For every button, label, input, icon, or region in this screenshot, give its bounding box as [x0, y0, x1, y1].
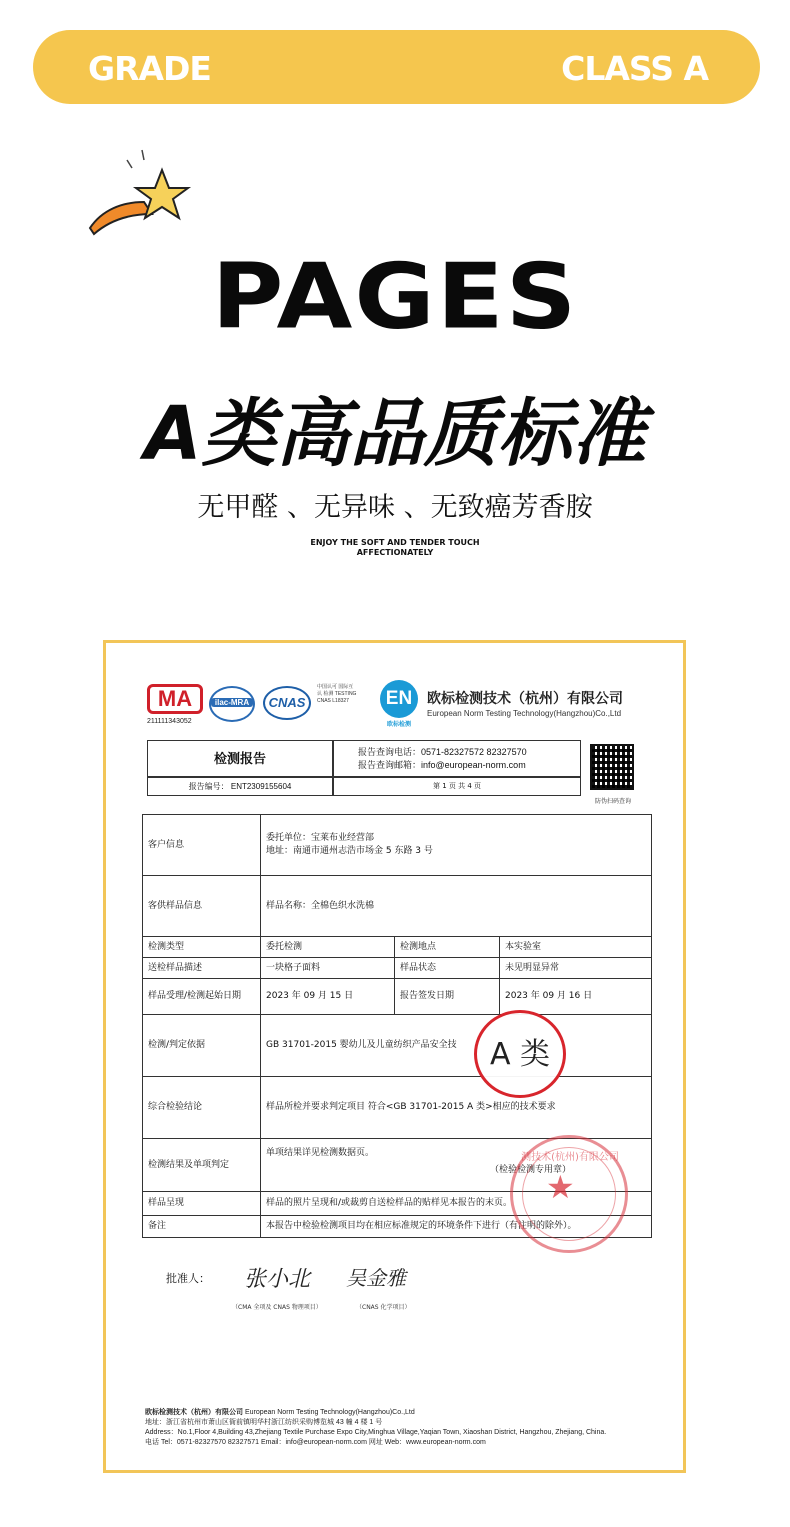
- place-value: 本实验室: [499, 937, 651, 957]
- en-logo-icon: EN: [380, 680, 418, 718]
- cnas-note: 中国认可 国际互认 检测 TESTING CNAS L18327: [317, 684, 357, 704]
- date-label: 样品受理/检测起始日期: [148, 991, 242, 1001]
- footer-company-cn: 欧标检测技术（杭州）有限公司: [145, 1409, 243, 1416]
- approver-label: 批准人：: [166, 1272, 210, 1285]
- query-email: 报告查询邮箱：info@european-norm.com: [358, 760, 526, 770]
- report-contact: [333, 740, 581, 777]
- state-value: 未见明显异常: [499, 958, 651, 978]
- page-info: 第 1 页 共 4 页: [333, 777, 581, 796]
- issue-label: 报告签发日期: [394, 979, 499, 1014]
- state-label: 样品状态: [394, 958, 499, 978]
- class-a-stamp: A 类: [474, 1010, 566, 1098]
- tagline-line-2: AFFECTIONATELY: [356, 548, 434, 557]
- feature-subtitle: 无甲醛 、无异味 、无致癌芳香胺: [197, 492, 593, 523]
- signature-2-note: （CNAS 化学项目）: [356, 1304, 411, 1311]
- footer-address-cn: 地址：浙江省杭州市萧山区衙前镇明华村浙江纺织采购博览城 43 幢 4 楼 1 号: [145, 1419, 383, 1426]
- cert-logos: [147, 680, 647, 730]
- table-row: [143, 936, 651, 957]
- table-row: [143, 978, 651, 1014]
- sample-value: 样品名称：全棉色织水洗棉: [260, 876, 651, 936]
- type-value: 委托检测: [260, 937, 394, 957]
- report-number: 报告编号： ENT2309155604: [147, 777, 333, 796]
- remark-label: 备注: [148, 1221, 167, 1231]
- pages-title: PAGES: [211, 244, 579, 350]
- seal-text: 测技术(杭州)有限公司: [521, 1152, 619, 1163]
- table-row: [143, 1076, 651, 1138]
- cma-logo-icon: MA: [147, 684, 203, 714]
- table-row: [143, 815, 651, 875]
- conclusion-value: 样品所检并要求判定项目 符合<GB 31701-2015 A 类>相应的技术要求: [260, 1077, 651, 1138]
- basis-value: GB 31701-2015 婴幼儿及儿童纺织产品安全技: [260, 1015, 651, 1076]
- appear-label: 样品呈现: [148, 1198, 185, 1208]
- footer-contact: 电话 Tel：0571-82327570 82327571 Email：info@european-norm.com 网址 Web：www.european-norm.com: [145, 1439, 486, 1446]
- desc-label: 送检样品描述: [148, 962, 203, 973]
- cert-footer: [145, 1408, 645, 1448]
- client-line-2: 地址：南通市通州志浩市场金 5 东路 3 号: [266, 846, 433, 856]
- appear-value: 样品的照片呈现和/或裁剪自送检样品的贴样见本报告的末页。: [260, 1192, 651, 1215]
- ilac-label: ilac-MRA: [211, 698, 253, 707]
- report-header: [147, 740, 581, 796]
- signature-2: 吴金雅: [346, 1266, 406, 1290]
- remark-value: 本报告中检验检测项目均在相应标准规定的环境条件下进行（有注明的除外）。: [260, 1216, 651, 1237]
- result-seal-note: （检验检测专用章）: [489, 1165, 571, 1175]
- class-label: CLASS A: [561, 49, 708, 88]
- client-line-1: 委托单位：宝莱布业经营部: [266, 833, 375, 843]
- basis-label: 检测/判定依据: [148, 1040, 206, 1050]
- result-label: 检测结果及单项判定: [148, 1159, 230, 1170]
- footer-company-en: European Norm Testing Technology(Hangzhou)Co.,Ltd: [244, 1409, 415, 1416]
- sample-label: 客供样品信息: [148, 900, 203, 911]
- shooting-star-icon: [82, 140, 192, 240]
- table-row: [143, 875, 651, 936]
- cnas-label: CNAS: [268, 695, 306, 710]
- company-name-cn: 欧标检测技术（杭州）有限公司: [427, 691, 623, 707]
- class-a-title: A类高品质标准: [144, 391, 646, 477]
- signature-1-note: （CMA 全项及 CNAS 物理项目）: [232, 1304, 322, 1311]
- signature-1: 张小北: [244, 1267, 311, 1292]
- table-row: [143, 1014, 651, 1076]
- issue-value: 2023 年 09 月 16 日: [499, 979, 651, 1014]
- result-line: 单项结果详见检测数据页。: [266, 1148, 375, 1158]
- place-label: 检测地点: [394, 937, 499, 957]
- date-value: 2023 年 09 月 15 日: [260, 979, 394, 1014]
- grade-label: GRADE: [88, 49, 211, 88]
- qr-code-icon: [590, 744, 634, 790]
- query-phone: 报告查询电话：0571-82327572 82327570: [358, 747, 527, 757]
- report-title: 检测报告: [147, 740, 333, 777]
- qr-caption: 防伪扫码查询: [594, 798, 631, 805]
- footer-address-en: Address：No.1,Floor 4,Building 43,Zhejiang Textile Purchase Expo City,Minghua Village,Yaqian Town, Xiaoshan District, Hangzhou, Zhejiang, China.: [145, 1429, 607, 1436]
- type-label: 检测类型: [148, 941, 185, 952]
- client-value: [260, 815, 651, 875]
- en-logo-caption: 欧标检测: [386, 721, 411, 728]
- conclusion-label: 综合检验结论: [148, 1102, 203, 1112]
- desc-value: 一块格子面料: [260, 958, 394, 978]
- english-tagline: [0, 538, 790, 558]
- company-name-en: European Norm Testing Technology(Hangzhou)Co.,Ltd: [427, 709, 622, 718]
- table-row: [143, 957, 651, 978]
- tagline-line-1: ENJOY THE SOFT AND TENDER TOUCH: [310, 538, 480, 547]
- seal-star-icon: ★: [546, 1168, 575, 1206]
- client-label: 客户信息: [148, 839, 185, 850]
- cma-number: 211111343052: [147, 718, 192, 725]
